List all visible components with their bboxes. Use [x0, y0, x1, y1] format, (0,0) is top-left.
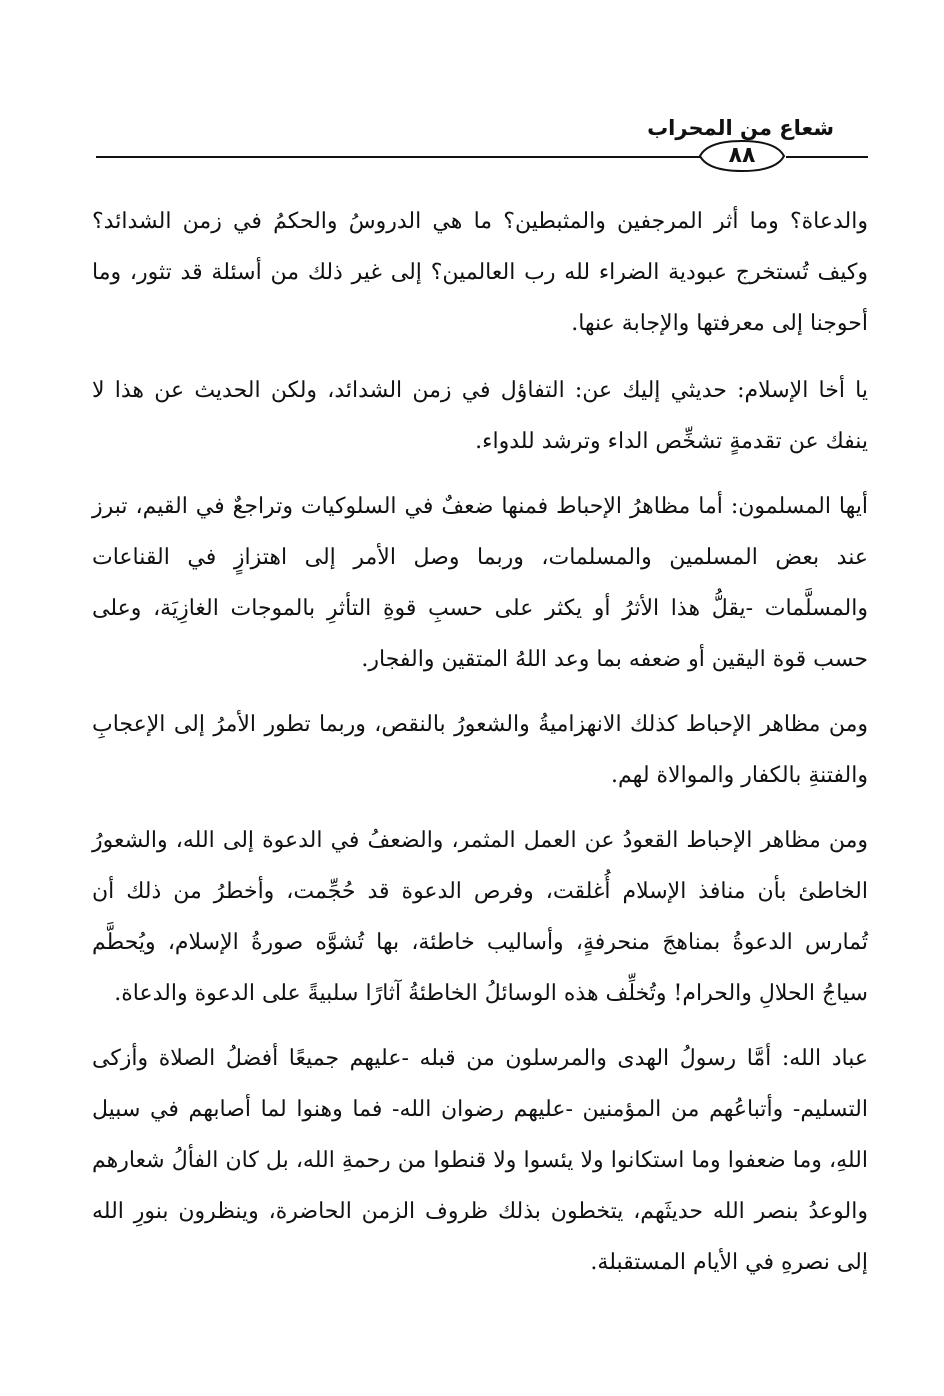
page-number: ٨٨ [728, 143, 756, 168]
page-body [92, 196, 868, 1302]
page-number-badge [698, 139, 786, 173]
paragraph-6: عباد الله: أمَّا رسولُ الهدى والمرسلون من قبله -عليهم جميعًا أفضلُ الصلاة وأزكى التسليم- وأتباعُهم من المؤمنين -عليهم رضوان الله- فما وهنوا لما أصابهم في سبيل اللهِ، وما ضعفوا وما استكانوا ولا يئسوا ولا قنطوا من رحمةِ الله، بل كان الفألُ شعارهم والوعدُ بنصر الله حديثَهم، يتخطون بذلك ظروف الزمن الحاضرة، وينظرون بنورِ الله إلى نصرهِ في الأيام المستقبلة. [92, 1046, 868, 1275]
paragraph-5: ومن مظاهر الإحباط القعودُ عن العمل المثمر، والضعفُ في الدعوة إلى الله، والشعورُ الخاطئ بأن منافذ الإسلام أُغلقت، وفرص الدعوة قد حُجِّمت، وأخطرُ من ذلك أن تُمارس الدعوةُ بمناهجَ منحرفةٍ، وأساليب خاطئة، بها تُشوَّه صورةُ الإسلام، ويُحطَّم سياجُ الحلالِ والحرام! وتُخلِّف هذه الوسائلُ الخاطئةُ آثارًا سلبيةً على الدعوة والدعاة. [92, 828, 868, 1006]
header-rule-left [96, 156, 700, 158]
paragraph-4: ومن مظاهر الإحباط كذلك الانهزاميةُ والشعورُ بالنقص، وربما تطور الأمرُ إلى الإعجابِ والفتنةِ بالكفار والموالاة لهم. [92, 712, 868, 788]
paragraph-3: أيها المسلمون: أما مظاهرُ الإحباط فمنها ضعفٌ في السلوكيات وتراجعٌ في القيم، تبرز عند بعض المسلمين والمسلمات، وربما وصل الأمر إلى اهتزازٍ في القناعات والمسلَّمات -يقلُّ هذا الأثرُ أو يكثر على حسبِ قوةِ التأثرِ بالموجات الغازِيَة، وعلى حسب قوة اليقين أو ضعفه بما وعد اللهُ المتقين والفجار. [92, 494, 868, 672]
running-header-title: شعاع من المحراب [647, 116, 834, 140]
header-rule-right [786, 156, 868, 158]
paragraph-1: والدعاة؟ وما أثر المرجفين والمثبطين؟ ما هي الدروسُ والحكمُ في زمن الشدائد؟ وكيف تُستخرج عبودية الضراء لله رب العالمين؟ إلى غير ذلك من أسئلة قد تثور، وما أحوجنا إلى معرفتها والإجابة عنها. [92, 209, 868, 336]
paragraph-2: يا أخا الإسلام: حديثي إليك عن: التفاؤل في زمن الشدائد، ولكن الحديث عن هذا لا ينفك عن تقدمةٍ تشخِّص الداء وترشد للدواء. [92, 378, 868, 454]
